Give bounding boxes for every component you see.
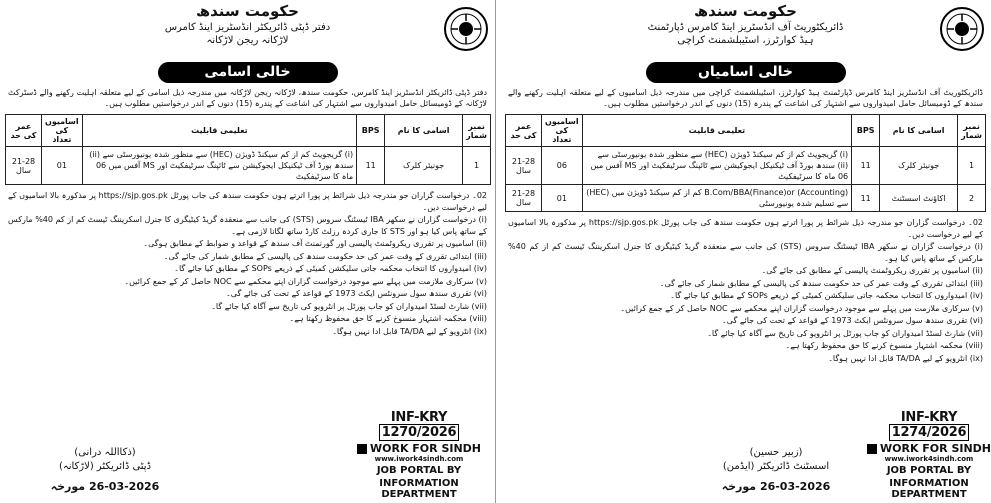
cell-bps: 11 (852, 185, 880, 212)
department-line-2: لاڑکانہ ریجن لاڑکانہ (206, 35, 289, 46)
condition-item: (vii) شارٹ لسٹڈ امیدواران کو جاب پورٹل پر انٹرویو کی تاریخ سے آگاہ کیا جائے گا۔ (707, 328, 983, 338)
sindh-government-seal-icon (939, 6, 985, 52)
signature-block (10, 446, 200, 493)
department-line-1: دفتر ڈپٹی ڈائریکٹر انڈسٹریز اینڈ کامرس (164, 22, 331, 33)
table-header-row (6, 115, 491, 147)
header-count: اسامیوں کی تعداد (542, 115, 583, 147)
condition-item: 02۔ درخواست گزاران جو مندرجہ ذیل شرائط پر پورا اترتے ہوں حکومت سندھ کی جاب پورٹل https://sjp.gos.pk پر مذکورہ بالا اسامیوں کے لیے درخواست دیں۔ (8, 191, 488, 212)
condition-item: (iv) امیدواروں کا انتخاب محکمہ جاتی سلیکشن کمیٹی کے ذریعے SOPs کے مطابق کیا جائے گا۔ (670, 291, 983, 300)
condition-item: (i) درخواست گزاران نے سکھر IBA ٹیسٹنگ سروس (STS) کی جانب سے منعقدہ گریڈ کیٹیگری کا جنرل اسکریننگ ٹیسٹ کم از کم 40% مارکس کے ساتھ پاس کیا ہو۔ (508, 242, 983, 263)
cell-age: 21-28 سال (506, 147, 542, 185)
table-row (506, 185, 986, 212)
inf-code (355, 410, 483, 440)
work-for-sindh-url[interactable]: www.iwork4sindh.com (374, 455, 464, 463)
condition-item: (ii) اسامیوں پر تقرری ریکروٹمنٹ پالیسی اور گورنمنٹ آف سندھ کے قواعد و ضوابط کے مطابق ہوگی۔ (143, 239, 487, 248)
inf-block (865, 410, 991, 500)
government-title: حکومت سندھ (196, 2, 299, 20)
condition-item: (iii) ابتدائی تقرری کے وقت عمر کی حد حکومت سندھ کی پالیسی کے مطابق شمار کی جائے گی۔ (659, 278, 983, 288)
job-portal-line-1: JOB PORTAL BY (886, 465, 972, 476)
conditions-list (0, 188, 495, 340)
table-row (6, 147, 491, 185)
signatory-name: (ذکااللہ درانی) (74, 447, 136, 458)
signatory-name: (زبیر حسین) (749, 447, 803, 458)
table-row (506, 147, 986, 185)
sindh-government-seal-icon (443, 6, 489, 52)
condition-item: (viii) محکمہ اشتہار منسوخ کرنے کا حق محفوظ رکھتا ہے۔ (785, 341, 983, 350)
header-age: عمر کی حد (506, 115, 542, 147)
intro-paragraph: دفتر ڈپٹی ڈائریکٹر انڈسٹریز اینڈ کامرس، حکومت سندھ، لاڑکانہ ریجن لاڑکانہ میں مندرجہ ذیل اسامی کے لیے متعلقہ اہلیت رکھنے والے ڈسٹرکٹ لاڑکانہ کے ڈومیسائل حامل امیدواروں سے اشتہار کی اشاعت کے پندرہ (15) دنوں کے اندر درخواستیں مطلوب ہیں۔ (8, 88, 487, 108)
cell-qualification: (i) گریجویٹ کم از کم سیکنڈ ڈویژن (HEC) سے منظور شدہ یونیورسٹی سے (ii) سندھ بورڈ آف ٹیکنیکل ایجوکیشن سے ٹائپنگ سرٹیفکیٹ اور MS آفس میں 06 ماہ کا سرٹیفکیٹ (82, 147, 356, 185)
intro-paragraph: ڈائریکٹوریٹ آف انڈسٹریز اینڈ کامرس ڈپارٹمنٹ ہیڈ کوارٹرز، اسٹیبلشمنٹ کراچی میں مندرجہ ذیل اسامیوں کے لیے متعلقہ اہلیت رکھنے والے سندھ کے ڈومیسائل حامل امیدواروں سے اشتہار کی اشاعت کے پندرہ (15) دنوں کے اندر درخواستیں مطلوب ہیں۔ (508, 88, 983, 108)
cell-qualification: B.Com/BBA(Finance)or (Accounting) کم از کم سیکنڈ ڈویژن میں (HEC) سے تسلیم شدہ یونیورسٹی (582, 185, 851, 212)
vacancy-banner: خالی اسامی (158, 62, 338, 83)
condition-item: (v) سرکاری ملازمت میں پہلے سے موجود درخواست گزاران اپنے محکمے سے NOC حاصل کر کے جمع کرائیں۔ (620, 303, 983, 313)
cell-qualification: (i) گریجویٹ کم از کم سیکنڈ ڈویژن (HEC) سے منظور شدہ یونیورسٹی سے (ii) سندھ بورڈ آف ٹیکنیکل ایجوکیشن سے ٹائپنگ سرٹیفکیٹ اور MS آفس میں 06 ماہ کا سرٹیفکیٹ (582, 147, 851, 185)
header-post-name: اسامی کا نام (385, 115, 463, 147)
cell-count: 06 (542, 147, 583, 185)
inf-number: 1274/2026 (889, 424, 969, 441)
work-for-sindh-text: WORK FOR SINDH (369, 442, 482, 455)
cell-serial: 2 (958, 185, 986, 212)
ad-header (0, 0, 495, 56)
signature-block (681, 446, 871, 493)
job-portal-line-1: JOB PORTAL BY (376, 465, 462, 476)
cell-serial: 1 (958, 147, 986, 185)
inf-code (865, 410, 991, 440)
header-age: عمر کی حد (6, 115, 42, 147)
header-count: اسامیوں کی تعداد (42, 115, 83, 147)
conditions-list (500, 215, 991, 367)
work-for-sindh-url[interactable]: www.iwork4sindh.com (884, 455, 974, 463)
cell-age: 21-28 سال (6, 147, 42, 185)
header-post-name: اسامی کا نام (880, 115, 958, 147)
condition-item: (ii) اسامیوں پر تقرری ریکروٹمنٹ پالیسی کے مطابق کی جائے گی۔ (761, 266, 983, 275)
condition-item: (ix) انٹرویو کے لیے TA/DA قابل ادا نہیں ہوگا۔ (332, 326, 487, 336)
header-bps: BPS (852, 115, 880, 147)
cell-age: 21-28 سال (506, 185, 542, 212)
signatory-title: ڈپٹی ڈائریکٹر (لاڑکانہ) (58, 461, 152, 472)
work-for-sindh-logo (865, 442, 991, 455)
header-qualification: تعلیمی قابلیت (582, 115, 851, 147)
condition-item: (vi) تقرری سندھ سول سرونٹس ایکٹ 1973 کے قواعد کے تحت کی جائے گی۔ (722, 316, 983, 325)
government-title: حکومت سندھ (694, 2, 797, 20)
cell-post-name: جونیئر کلرک (880, 147, 958, 185)
posts-table (5, 114, 491, 185)
inf-number: 1270/2026 (379, 424, 459, 441)
header-qualification: تعلیمی قابلیت (82, 115, 356, 147)
cell-serial: 1 (463, 147, 491, 185)
publish-date: 26-03-2026 مورخہ (50, 480, 160, 493)
condition-item: (viii) محکمہ اشتہار منسوخ کرنے کا حق محفوظ رکھتا ہے۔ (289, 314, 487, 323)
header-serial: نمبر شمار (958, 115, 986, 147)
publish-date: 26-03-2026 مورخہ (721, 480, 831, 493)
condition-item: (iii) ابتدائی تقرری کے وقت عمر کی حد حکومت سندھ کی پالیسی کے مطابق شمار کی جائے گی۔ (163, 251, 487, 261)
job-portal-line-2: INFORMATION DEPARTMENT (889, 478, 969, 500)
header-serial: نمبر شمار (463, 115, 491, 147)
department-line-1: ڈائریکٹوریٹ آف انڈسٹریز اینڈ کامرس ڈپارٹمنٹ (647, 22, 844, 33)
sindh-logo-icon (357, 444, 367, 454)
ad-footer (500, 408, 991, 503)
condition-item: (vi) تقرری سندھ سول سرونٹس ایکٹ 1973 کے قواعد کے تحت کی جائے گی۔ (226, 289, 487, 298)
job-portal-line-2: INFORMATION DEPARTMENT (379, 478, 459, 500)
vacancy-banner: خالی اسامیاں (646, 62, 846, 83)
signatory-title: اسسٹنٹ ڈائریکٹر (ایڈمن) (722, 461, 830, 472)
department-line-2: ہیڈ کوارٹرز، اسٹیبلشمنٹ کراچی (677, 35, 814, 46)
condition-item: (ix) انٹرویو کے لیے TA/DA قابل ادا نہیں ہوگا۔ (828, 353, 983, 363)
cell-count: 01 (542, 185, 583, 212)
ad-header (500, 0, 991, 56)
condition-item: (vii) شارٹ لسٹڈ امیدواران کو جاب پورٹل پر انٹرویو کی تاریخ سے آگاہ کیا جائے گا۔ (211, 301, 487, 311)
condition-item: (iv) امیدواروں کا انتخاب محکمہ جاتی سلیکشن کمیٹی کے ذریعے SOPs کے مطابق کیا جائے گا۔ (174, 264, 487, 273)
cell-bps: 11 (852, 147, 880, 185)
cell-count: 01 (42, 147, 83, 185)
condition-item: (i) درخواست گزاران نے سکھر IBA ٹیسٹنگ سروس (STS) کی جانب سے منعقدہ گریڈ کیٹیگری کا جنرل اسکریننگ ٹیسٹ کم از کم 40% مارکس کے ساتھ پاس کیا ہو اور STS کا جاری کردہ رزلٹ کارڈ ساتھ لگانا لازمی ہے۔ (8, 215, 487, 236)
condition-item: 02۔ درخواست گزاران جو مندرجہ ذیل شرائط پر پورا اترتے ہوں حکومت سندھ کی جاب پورٹل https://sjp.gos.pk پر مذکورہ بالا اسامیوں کے لیے درخواست دیں۔ (508, 218, 983, 239)
right-advertisement (500, 0, 991, 503)
cell-bps: 11 (357, 147, 385, 185)
inf-block (355, 410, 483, 500)
table-header-row (506, 115, 986, 147)
posts-table (505, 114, 986, 212)
header-bps: BPS (357, 115, 385, 147)
work-for-sindh-logo (355, 442, 483, 455)
condition-item: (v) سرکاری ملازمت میں پہلے سے موجود درخواست گزاران اپنے محکمے سے NOC حاصل کر کے جمع کرائیں۔ (124, 276, 487, 286)
work-for-sindh-text: WORK FOR SINDH (879, 442, 991, 455)
inf-prefix: INF-KRY (900, 410, 958, 425)
cell-post-name: جونیئر کلرک (385, 147, 463, 185)
sindh-logo-icon (867, 444, 877, 454)
inf-prefix: INF-KRY (390, 410, 448, 425)
ad-footer (0, 408, 495, 503)
cell-post-name: اکاؤنٹ اسسٹنٹ (880, 185, 958, 212)
